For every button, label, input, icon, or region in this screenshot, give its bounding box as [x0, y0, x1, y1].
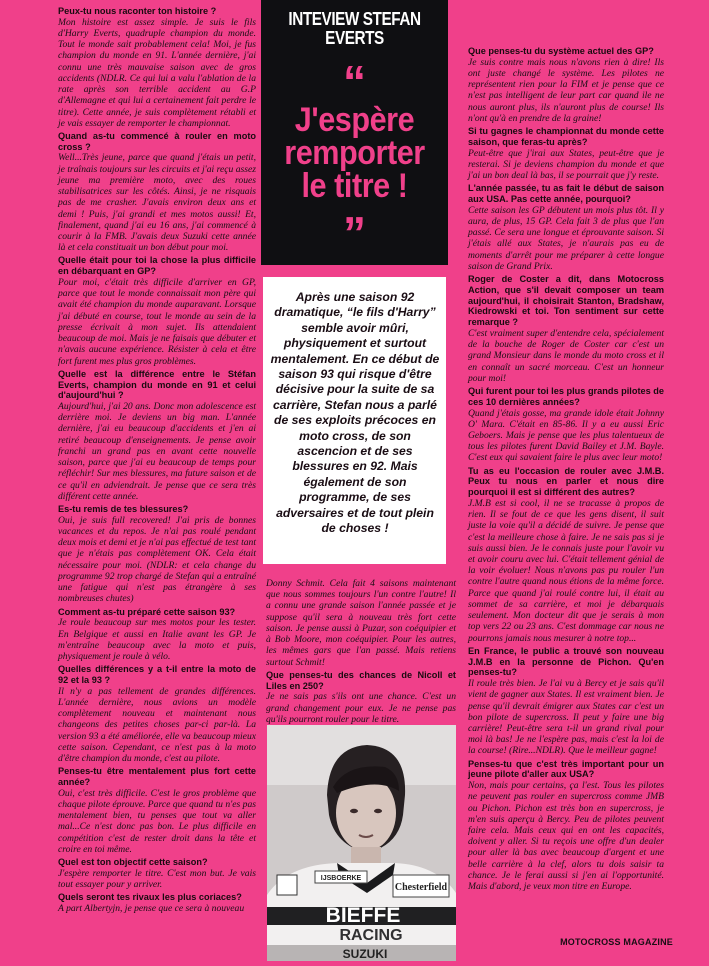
interview-question: Penses-tu être mentalement plus fort cette année?: [58, 766, 256, 787]
patch-1-text: IJSBOERKE: [320, 875, 362, 882]
interview-question: Peux-tu nous raconter ton histoire ?: [58, 6, 217, 16]
interview-column-2: [266, 578, 456, 725]
interview-answer: Peut-être que j'irai aux States, peut-être que je resterai. Si je deviens champion du monde et que j'ai un bon deal là bas, il se pourrait que j'y reste.: [468, 147, 664, 182]
interview-question: Qui furent pour toi les plus grands pilotes de ces 10 dernières années?: [468, 386, 665, 407]
intro-text: Après une saison 92 dramatique, “le fils d'Harry” semble avoir mûri, physiquement et surtout mentalement. En ce début de saison 93 qui risque d'être décisive pour la suite de sa carrière, Stefan nous a parlé de ses exploits précoces en moto cross, de son ascencion et de ses blessures en 92. Mais également de son programme, de ses adversaires et de tout plein de choses !: [270, 290, 440, 536]
quote-open: “: [343, 56, 366, 108]
interview-question: Quelle était pour toi la chose la plus difficile en débarquant en GP?: [58, 255, 256, 277]
interview-question: Quel est ton objectif cette saison?: [58, 857, 208, 868]
rider-portrait-image: [267, 725, 456, 961]
interview-question: Penses-tu que c'est très important pour un jeune pilote d'aller aux USA?: [468, 758, 664, 780]
interview-question: Comment as-tu préparé cette saison 93?: [58, 606, 236, 617]
quote-close: ”: [343, 207, 366, 259]
interview-answer: Il roule très bien. Je l'ai vu à Bercy et je sais qu'il vient de gagner aux States. Il est vraiment bien. Je pense qu'il devrait émigrer aux States car c'est un bon pilote de supercross. Il peut y faire une big carrière! Peut-être sera t-il un grand rival pour moi là bas! Je ne l'espère pas, mais c'est la loi de la course! (Rire...NDLR). Que le meilleur gagne!: [468, 678, 664, 757]
interview-answer: Well...Très jeune, parce que quand j'étais un petit, je traînais toujours sur les circuits et j'ai reçu assez jeune ma première moto, avec des roues stabilisatrices sur les côtés. Ainsi, je ne risquais pas de me crasher. J'avais environ deux ans et demi ! Puis, j'ai grandi et mes motos aussi! Et, finalement, quand j'ai eu 16 ans, j'ai commencé à courir à la FMB. J'avais deux Suzuki cette année là et cela constituait un bon début pour moi.: [58, 152, 256, 254]
interview-answer: Mon histoire est assez simple. Je suis le fils d'Harry Everts, quadruple champion du monde. Tout le monde sait probablement cela! Moi, je fus champion du monde en 91. L'année dernière, j'ai connu une très mauvaise saison avec de gros accidents (NDLR. Ce qui lui a valu l'ablation de la rate après son terrible accident au G.P d'Allemagne et qui lui a certainement fait perdre le titre). Cette année, je suis complètement rétabli et je vais essayer de remporter le championnat.: [58, 16, 256, 129]
interview-answer: Aujourd'hui, j'ai 20 ans. Donc mon adolescence est derrière moi. Je deviens un big man. L'année dernière, j'ai eu beaucoup d'accidents et j'en ai retiré beaucoup d'enseignements. Je pense avoir franchi un grand pas en avant cette nouvelle saison, parce que j'ai eu beaucoup de temps pour réfléchir! Sur mes blessures, ma future saison et de ce qu'il en adviendrait. Je pense que ce sera très différent cette année.: [58, 401, 256, 502]
interview-answer: Pour moi, c'était très difficile d'arriver en GP, parce que tout le monde connaissait mon père qui avait été champion du monde auparavant. Lorsque j'ai débuté en course, tout le monde au sein de la presse écrivait à mon sujet. Ils attendaient beaucoup de moi. Mais je ne faisais que débuter et n'avais aucune expérience. Résister à cela et être fort furent mes plus gros problèmes.: [58, 276, 256, 367]
footer-magazine-name: MOTOCROSS MAGAZINE: [560, 937, 673, 947]
interview-question: Es-tu remis de tes blessures?: [58, 504, 189, 514]
patch-2-text: Chesterfield: [394, 882, 448, 893]
interview-answer: A part Albertyjn, je pense que ce sera à nouveau: [58, 903, 245, 915]
interview-question: L'année passée, tu as fait le début de saison aux USA. Pas cette année, pourquoi?: [468, 183, 664, 205]
jersey-brand-text: BIEFFE: [325, 904, 401, 927]
interview-answer: Je ne sais pas s'ils ont une chance. C'est un grand changement pour eux. Je ne pense pas qu'ils pourront rouler pour le titre.: [266, 691, 456, 725]
interview-answer: J'espère remporter le titre. C'est mon but. Je vais tout essayer pour y arriver.: [58, 867, 256, 891]
interview-answer: Donny Schmit. Cela fait 4 saisons maintenant que nous sommes toujours l'un contre l'autre! Il a connu une grande saison l'année passée et je suppose qu'il sera à nouveau très fort cette saison. Je pense aussi à Puzar, son coéquipier et à Bob Moore, mon coéquipier. Pour les autres, les mêmes gars que l'an passé. Mais retiens surtout Schmit!: [266, 578, 456, 668]
interview-question: Si tu gagnes le championnat du monde cette saison, que feras-tu après?: [468, 126, 664, 147]
jersey-line2-text: RACING: [339, 927, 403, 944]
interview-question: Tu as eu l'occasion de rouler avec J.M.B. Peux tu nous en parler et nous dire pourquoi il est si différent des autres?: [468, 465, 664, 498]
interview-column-3: [468, 44, 665, 893]
sponsor-text: SUZUKI: [342, 947, 388, 961]
interview-question: Quelles différences y a t-il entre la moto de 92 et la 93 ?: [58, 664, 256, 685]
interview-answer: Je roule beaucoup sur mes motos pour les tester. En Belgique et aussi en Italie avant les GP. Je m'entraîne beaucoup avec la moto et puis, physiquement je roule à vélo.: [58, 617, 256, 662]
interview-answer: Cette saison les GP débutent un mois plus tôt. Il y aura, de plus, 15 GP. Cela fait 3 de plus que l'an passé. Ce sera une longue et éprouvante saison. Si j'étais allé aux States, je n'aurais pas eu de moments d'arrêt pour me préparer à cette longue saison de Grand Prix.: [468, 204, 664, 272]
interview-answer: Je suis contre mais nous n'avons rien à dire! Ils ont juste changé le système. Les pilotes ne représentent rien pour la FIM et je pense que ce n'est pas intelligent de leur part car quand ile ne nous auront plus, ils n'auront plus de course! Ils n'ont qu'à en prendre de la graine!: [468, 56, 664, 124]
interview-column-1: [58, 4, 256, 954]
interview-answer: Oui, je suis full recovered! J'ai pris de bonnes vacances et du repos. Je n'ai pas roulé pendant deux mois et demi et je n'ai pas effectué de test tant que je n'étais pas complètement OK. Cela était nécessaire pour moi. (NDLR: et cela change du programme 92 trop chargé de Stefan qui a entraîné une fatigue qui n'est pas étrangère à ses nombreuses chutes): [58, 514, 256, 605]
interview-question: Roger de Coster a dit, dans Motocross Action, que s'il devait composer un team aujourd'hui, il choisirait Stanton, Bradshaw, Kiedrowski et toi. Ton sentiment sur cette remarque ?: [468, 274, 664, 328]
interview-answer: Non, mais pour certains, ça l'est. Tous les pilotes ne peuvent pas rouler en supercross comme JMB ou Pichon. Pichon est très bon en supercross, je m'en suis aperçu à Bercy. Peu de pilotes peuvent faire cela. Mais ceux qui en ont les capacités, doivent y aller. Si tu reçois une offre d'un dealer pour aller là bas avec beaucoup d'argent et une belle carrière à la clef, alors tu dois saisir ta chance. Je le ferai aussi si j'en ai l'opportunité. Mais d'abord, je veux mon titre en Europe.: [468, 780, 664, 893]
interview-question: Quels seront tes rivaux les plus coriaces?: [58, 892, 242, 903]
title-box: [261, 0, 448, 265]
rider-photo: [267, 725, 456, 961]
interview-answer: C'est vraiment super d'entendre cela, spécialement de la bouche de Roger de Coster car c'est un grand Monsieur dans le monde du moto cross et il en connaît un sacré morceau. C'est un honneur pour moi!: [468, 327, 664, 384]
kicker: INTEVIEW STEFAN EVERTS: [288, 9, 421, 48]
interview-answer: Il n'y a pas tellement de grandes différences. L'année dernière, nous avions un modèle complètement nouveau et maintenant nous changeons des petites choses par-ci par-là. La version 93 a été améliorée, elle va beaucoup mieux cette saison. Cependant, ce n'est pas à la moto d'être champion du monde, c'est au pilote.: [58, 685, 256, 764]
interview-question: Quand as-tu commencé à rouler en moto cross ?: [58, 130, 256, 152]
interview-question: Que penses-tu du système actuel des GP?: [468, 46, 654, 56]
interview-answer: Quand j'étais gosse, ma grande idole était Johnny O' Mara. C'était en 85-86. Il y a eu aussi Eric Geboers. Mais je pense que les plus talentueux de tous les pilotes furent David Bailey et J.M. Bayle. C'est eux qui savaient faire le plus avec leur moto!: [468, 407, 664, 464]
interview-answer: J.M.B est si cool, il ne se tracasse à propos de rien. Il se fout de ce que les gens disent, il suit juste la voie qu'il a décidé de suivre. Je pense que c'est la meilleure chose à faire. Je ne sais pas si je suis aussi bien. Je le connais juste pour l'avoir vu et avoir couru avec lui. C'était tellement génial de la voir évoluer! Nous n'avons pas pu rouler l'un contre l'autre quand nous étions de la même force. Parce que quand j'ai roulé contre lui, il était au sommet de sa carrière, et moi je débarquais seulement. Mon docteur dit que je serais à mon top vers 22 ou 23 ans. C'est dommage car nous ne pourrons jamais nous mesurer à notre top...: [468, 497, 664, 644]
interview-question: Que penses-tu des chances de Nicoll et Liles en 250?: [266, 669, 456, 691]
interview-question: Quelle est la différence entre le Stéfan Everts, champion du monde en 91 et celui d'aujourd'hui ?: [58, 368, 256, 401]
interview-answer: Oui, c'est très difficile. C'est le gros problème que chaque pilote éprouve. Parce que quand tu n'es pas mentalement bien, tu penses que tout va aller mal...Ce n'est donc pas bon. Le plus difficile en compétition c'est de rester droit dans la tête et croire en toi même.: [58, 787, 256, 855]
headline: J'espère remporter le titre !: [284, 101, 425, 205]
interview-question: En France, le public a trouvé son nouveau J.M.B en la personne de Pichon. Qu'en penses-tu?: [468, 645, 664, 678]
